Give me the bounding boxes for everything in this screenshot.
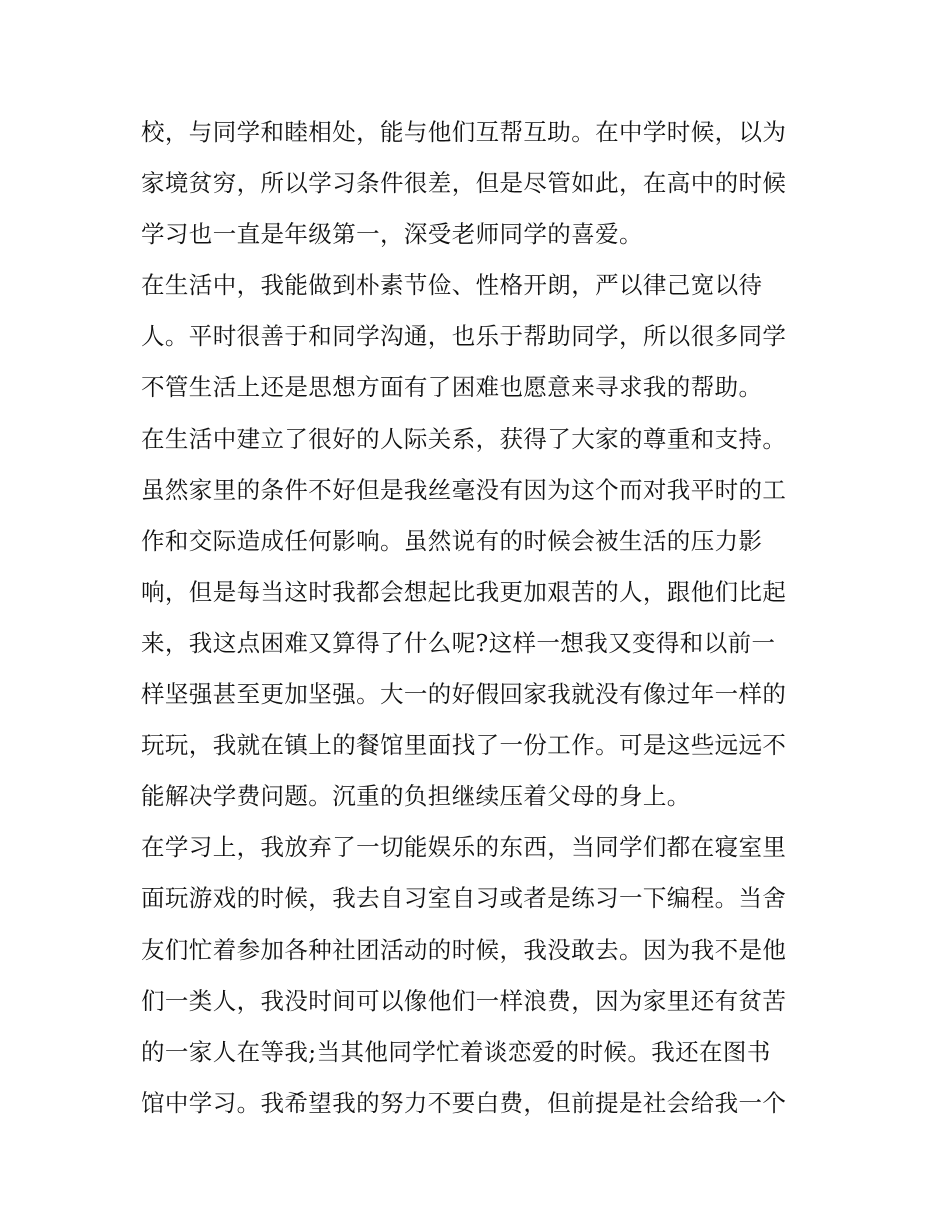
text-line-12: 样坚强甚至更加坚强。大一的好假回家我就没有像过年一样的 [141, 680, 787, 709]
text-line-10: 响，但是每当这时我都会想起比我更加艰苦的人，跟他们比起 [141, 577, 787, 606]
body-text [141, 107, 821, 1129]
text-line-17: 友们忙着参加各种社团活动的时候，我没敢去。因为我不是他 [141, 935, 787, 964]
text-line-1: 校，与同学和睦相处，能与他们互帮互助。在中学时候，以为 [141, 118, 787, 146]
text-line-19: 的一家人在等我;当其他同学忙着谈恋爱的时候。我还在图书 [141, 1037, 771, 1066]
text-line-6: 不管生活上还是思想方面有了困难也愿意来寻求我的帮助。 [141, 373, 763, 402]
text-line-5: 人。平时很善于和同学沟通，也乐于帮助同学，所以很多同学 [141, 322, 787, 351]
text-line-2: 家境贫穷，所以学习条件很差，但是尽管如此，在高中的时候 [141, 169, 787, 198]
text-line-7: 在生活中建立了很好的人际关系，获得了大家的尊重和支持。 [141, 424, 787, 453]
text-line-4: 在生活中，我能做到朴素节俭、性格开朗，严以律己宽以待 [141, 271, 763, 300]
text-line-11: 来，我这点困难又算得了什么呢?这样一想我又变得和以前一 [141, 628, 776, 657]
text-line-9: 作和交际造成任何影响。虽然说有的时候会被生活的压力影 [141, 526, 763, 555]
text-line-18: 们一类人，我没时间可以像他们一样浪费，因为家里还有贫苦 [141, 986, 787, 1015]
text-line-8: 虽然家里的条件不好但是我丝毫没有因为这个而对我平时的工 [141, 475, 787, 504]
text-line-15: 在学习上，我放弃了一切能娱乐的东西，当同学们都在寝室里 [141, 833, 787, 862]
text-line-3: 学习也一直是年级第一，深受老师同学的喜爱。 [141, 220, 643, 249]
text-line-13: 玩玩，我就在镇上的餐馆里面找了一份工作。可是这些远远不 [141, 731, 787, 760]
text-line-20: 馆中学习。我希望我的努力不要白费，但前提是社会给我一个 [141, 1088, 787, 1117]
text-line-14: 能解决学费问题。沉重的负担继续压着父母的身上。 [141, 782, 691, 811]
text-line-16: 面玩游戏的时候，我去自习室自习或者是练习一下编程。当舍 [141, 884, 787, 913]
